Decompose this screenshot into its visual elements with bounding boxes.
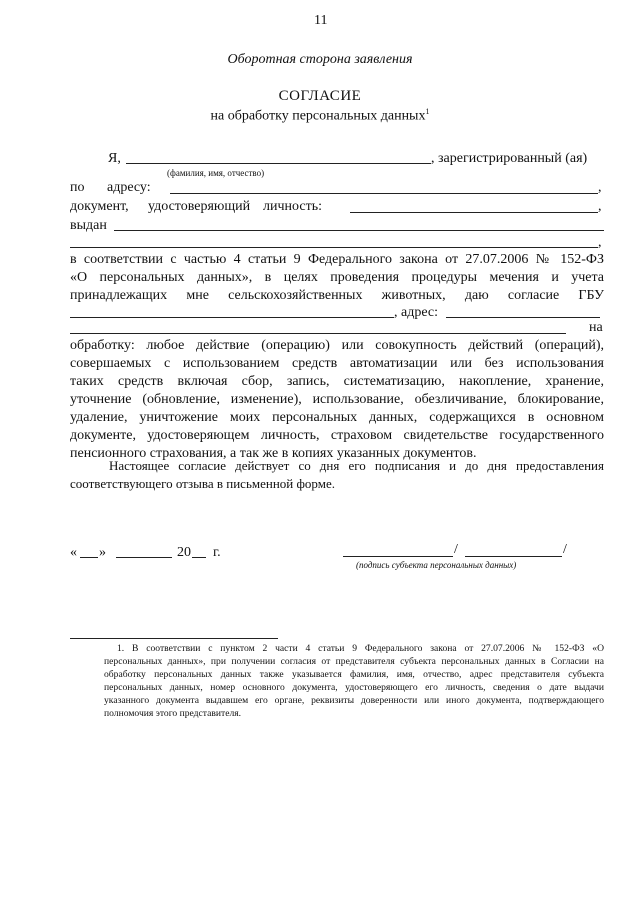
gbu-address-field-2[interactable] <box>70 333 566 334</box>
label-ya: Я, <box>108 151 121 166</box>
label-gbu-address: , адрес: <box>394 305 439 320</box>
document-subtitle: Оборотная сторона заявления <box>227 52 413 67</box>
label-issued: выдан <box>70 218 107 233</box>
signature-field[interactable] <box>343 556 453 557</box>
slash-1: / <box>454 542 458 557</box>
label-po: по <box>70 180 85 195</box>
label-na: на <box>589 320 603 335</box>
label-identifying: удостоверяющий <box>148 199 251 214</box>
date-year-prefix: 20 <box>177 545 191 560</box>
paragraph-line-6: документе, удостоверяющем личность, страховом свидетельстве государственного <box>70 428 604 443</box>
title-line2-text: на обработку персональных данных <box>210 108 426 124</box>
body-line-2: «О персональных данных», в целях проведения процедуры мечения и учета <box>70 270 604 285</box>
label-registered: , зарегистрированный (ая) <box>431 151 588 166</box>
body-line-3: принадлежащих мне сельскохозяйственных животных, даю согласие ГБУ <box>70 288 604 303</box>
label-address: адресу: <box>107 180 151 195</box>
footnote-line-4: персональных данных, номер основного документа, удостоверяющего его личность, сведения о дате выдачи <box>104 682 604 693</box>
date-close-quote: » <box>99 545 106 560</box>
footnote-line-5: указанного документа выдавшем его органе, реквизиты доверенности или иного документа, подтверждающего <box>104 695 604 706</box>
gbu-name-field[interactable] <box>70 317 394 318</box>
body-line-1: в соответствии с частью 4 статьи 9 Федерального закона от 27.07.2006 № 152-ФЗ <box>70 252 604 267</box>
paragraph-line-1: обработку: любое действие (операцию) или совокупность действий (операций), <box>70 338 604 353</box>
signature-name-field[interactable] <box>465 556 562 557</box>
footnote-line-3: обработку персональных данных также указывается фамилия, имя, отчество, адрес представителя субъекта <box>104 669 604 680</box>
paragraph-line-2: совершаемых с использованием средств автоматизации или без использования <box>70 356 604 371</box>
validity-line-1: Настоящее согласие действует со дня его подписания и до дня предоставления <box>109 458 604 473</box>
fio-hint: (фамилия, имя, отчество) <box>167 168 265 178</box>
fio-field[interactable] <box>126 163 431 164</box>
footnote-line-1: 1. В соответствии с пунктом 2 части 4 статьи 9 Федерального закона от 27.07.2006 № 152-ФЗ «О <box>117 643 604 654</box>
issued-field[interactable] <box>114 230 604 231</box>
footnote-line-2: персональных данных», при получении согласия от представителя субъекта персональных данных в Согласии на <box>104 656 604 667</box>
date-open-quote: « <box>70 545 77 560</box>
date-month-field[interactable] <box>116 557 172 558</box>
label-identity: личность: <box>263 199 322 214</box>
document-title-line2 <box>0 107 640 125</box>
address-field[interactable] <box>170 193 598 194</box>
paragraph-line-5: удаление, уничтожение моих персональных данных, содержащихся в основном <box>70 410 604 425</box>
date-day-field[interactable] <box>80 557 98 558</box>
paragraph-line-7: пенсионного страхования, а так же в копиях указанных документов. <box>70 446 477 461</box>
slash-2: / <box>563 542 567 557</box>
document-field[interactable] <box>350 212 598 213</box>
date-year-suffix: г. <box>213 545 221 560</box>
page-number: 11 <box>314 13 328 28</box>
footnote-line-6: полномочия этого представителя. <box>104 708 242 719</box>
comma-3: , <box>598 235 602 250</box>
paragraph-line-4: уточнение (обновление, изменение), использование, обезличивание, блокирование, <box>70 392 604 407</box>
date-year-field[interactable] <box>192 557 206 558</box>
issued-field-2[interactable] <box>70 247 598 248</box>
footnote-divider <box>70 638 278 639</box>
document-title: СОГЛАСИЕ <box>278 88 362 104</box>
footnote-mark: 1 <box>425 107 430 116</box>
paragraph-line-3: таких средств включая сбор, запись, систематизацию, накопление, хранение, <box>70 374 604 389</box>
gbu-address-field[interactable] <box>446 317 600 318</box>
signature-hint: (подпись субъекта персональных данных) <box>356 560 517 570</box>
comma-1: , <box>598 180 602 195</box>
validity-line-2: соответствующего отзыва в письменной форме. <box>70 476 335 491</box>
comma-2: , <box>598 199 602 214</box>
label-document: документ, <box>70 199 129 214</box>
